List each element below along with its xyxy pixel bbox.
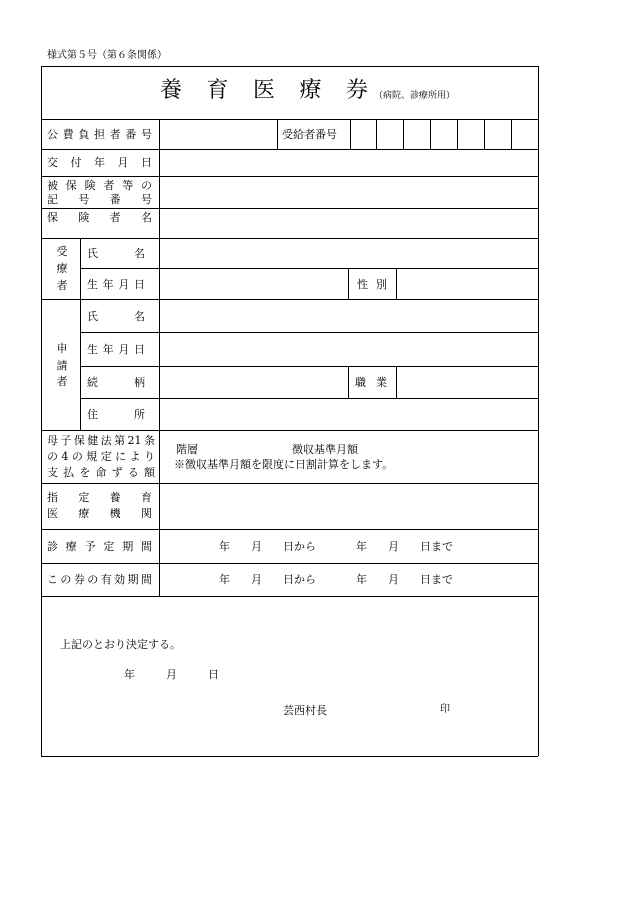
payment-law-label-line2: の 4 の 規 定 に よ り xyxy=(47,450,155,463)
decision-day: 日 xyxy=(208,668,219,681)
sex-label: 性 別 xyxy=(357,278,387,291)
insurer-name-label: 保 険 者 名 xyxy=(47,211,152,224)
form-title: 養 育 医 療 券 xyxy=(160,78,368,103)
decision-month: 月 xyxy=(166,668,177,681)
patient-group-label: 受 療 者 xyxy=(56,245,68,292)
mayor-label: 芸西村長 xyxy=(283,704,327,717)
payment-law-label-line1: 母 子 保 健 法 第 21 条 xyxy=(47,434,155,447)
seal-mark: 印 xyxy=(440,704,450,715)
occupation-label: 職 業 xyxy=(355,376,387,389)
designated-facility-label-line1: 指 定 養 育 xyxy=(47,491,152,504)
patient-birthdate-label: 生 年 月 日 xyxy=(87,278,145,291)
recipient-number-label: 受給者番号 xyxy=(282,128,337,141)
decision-year: 年 xyxy=(124,668,135,681)
validity-period-label: こ の 券 の 有 効 期 間 xyxy=(47,573,152,586)
public-payer-number-label: 公 費 負 担 者 番 号 xyxy=(47,128,152,141)
payment-law-label-line3: 支 払 を 命 ず る 額 xyxy=(47,466,155,479)
applicant-birthdate-label: 生 年 月 日 xyxy=(87,343,145,356)
address-label: 住 所 xyxy=(87,408,145,421)
patient-name-label: 氏 名 xyxy=(87,247,145,260)
applicant-name-label: 氏 名 xyxy=(87,310,145,323)
relationship-label: 続 柄 xyxy=(87,376,145,389)
form-title-note: （病院、診療所用） xyxy=(374,91,456,101)
tier-label: 階層 xyxy=(176,443,198,456)
treatment-period-label: 診 療 予 定 期 間 xyxy=(47,540,152,553)
form-number-label: 様式第５号（第６条関係） xyxy=(47,50,167,61)
base-amount-note: ※徴収基準月額を限度に日割計算をします。 xyxy=(174,458,394,471)
designated-facility-label-line2: 医 療 機 関 xyxy=(47,507,152,520)
applicant-group-label: 申 請 者 xyxy=(56,342,68,388)
insured-code-label-line2: 記 号 番 号 xyxy=(47,193,152,206)
decision-statement: 上記のとおり決定する。 xyxy=(60,638,181,651)
insured-code-label-line1: 被 保 険 者 等 の xyxy=(47,179,152,192)
base-amount-label: 徴収基準月額 xyxy=(292,443,358,456)
issue-date-label: 交 付 年 月 日 xyxy=(47,156,152,169)
